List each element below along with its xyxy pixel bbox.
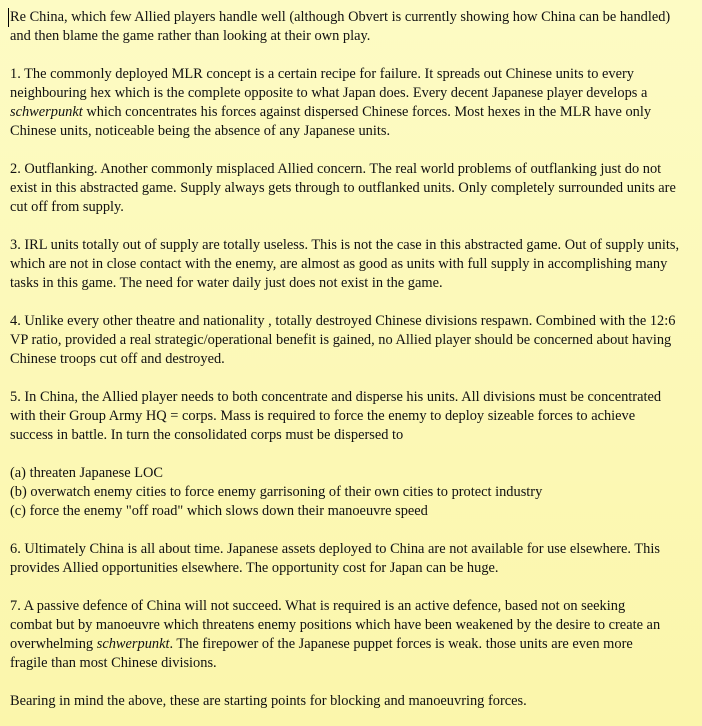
- closing-paragraph: Bearing in mind the above, these are starting points for blocking and manoeuvring forces.: [10, 693, 527, 709]
- text-line: [10, 635, 692, 654]
- intro-paragraph: [10, 8, 692, 46]
- paragraph-gap: [10, 217, 692, 236]
- text-line: VP ratio, provided a real strategic/operational benefit is gained, no Allied player should be concerned about having: [10, 332, 672, 348]
- text-line: 7. A passive defence of China will not succeed. What is required is an active defence, based not on seeking: [10, 598, 626, 614]
- paragraph-gap: [10, 673, 692, 692]
- text-line: success in battle. In turn the consolidated corps must be dispersed to: [10, 427, 404, 443]
- paragraph-gap: [10, 521, 692, 540]
- paragraph-gap: [10, 141, 692, 160]
- paragraph-gap: [10, 46, 692, 65]
- text-line: tasks in this game. The need for water daily just does not exist in the game.: [10, 275, 443, 291]
- sub-list: [10, 464, 692, 521]
- paragraph-gap: [10, 578, 692, 597]
- text-line: cut off from supply.: [10, 199, 124, 215]
- text-line: 6. Ultimately China is all about time. Japanese assets deployed to China are not available for use elsewhere. This: [10, 541, 660, 557]
- point-5-paragraph: [10, 388, 692, 445]
- list-item: (c) force the enemy "off road" which slows down their manoeuvre speed: [10, 503, 428, 519]
- text-line: which are not in close contact with the enemy, are almost as good as units with full supply in accomplishing many: [10, 256, 668, 272]
- text-line: Re China, which few Allied players handle well (although Obvert is currently showing how China can be handled): [10, 9, 671, 25]
- italic-term: schwerpunkt: [96, 636, 170, 652]
- text-line: 5. In China, the Allied player needs to both concentrate and disperse his units. All divisions must be concentrated: [10, 389, 662, 405]
- text-line: neighbouring hex which is the complete opposite to what Japan does. Every decent Japanese player develops a: [10, 85, 648, 101]
- point-3-paragraph: [10, 236, 692, 293]
- text-line: combat but by manoeuvre which threatens enemy positions which have been weakened by the desire to create an: [10, 617, 661, 633]
- text-line: exist in this abstracted game. Supply always gets through to outflanked units. Only completely surrounded units are: [10, 180, 676, 196]
- point-7-paragraph: [10, 597, 692, 673]
- point-2-paragraph: [10, 160, 692, 217]
- text-line: 2. Outflanking. Another commonly misplaced Allied concern. The real world problems of outflanking just do not: [10, 161, 662, 177]
- text-line: 1. The commonly deployed MLR concept is a certain recipe for failure. It spreads out Chinese units to every: [10, 66, 634, 82]
- italic-term: schwerpunkt: [10, 104, 83, 120]
- point-6-paragraph: [10, 540, 692, 578]
- text-cursor: [8, 8, 9, 27]
- text-span: overwhelming: [10, 636, 97, 652]
- text-line: provides Allied opportunities elsewhere. The opportunity cost for Japan can be huge.: [10, 560, 499, 576]
- paragraph-gap: [10, 445, 692, 464]
- text-line: Chinese troops cut off and destroyed.: [10, 351, 225, 367]
- list-item: (a) threaten Japanese LOC: [10, 465, 164, 481]
- list-item: (b) overwatch enemy cities to force enemy garrisoning of their own cities to protect industry: [10, 484, 543, 500]
- text-line: 3. IRL units totally out of supply are totally useless. This is not the case in this abstracted game. Out of supply units,: [10, 237, 680, 253]
- text-line: [10, 103, 692, 122]
- point-1-paragraph: [10, 65, 692, 141]
- text-span: . The firepower of the Japanese puppet forces is weak. those units are even more: [169, 636, 633, 652]
- text-line: with their Group Army HQ = corps. Mass is required to force the enemy to deploy sizeable forces to achieve: [10, 408, 636, 424]
- text-line: and then blame the game rather than looking at their own play.: [10, 28, 371, 44]
- point-4-paragraph: [10, 312, 692, 369]
- text-line: fragile than most Chinese divisions.: [10, 655, 217, 671]
- text-line: Chinese units, noticeable being the absence of any Japanese units.: [10, 123, 391, 139]
- paragraph-gap: [10, 369, 692, 388]
- text-line: 4. Unlike every other theatre and nationality , totally destroyed Chinese divisions respawn. Combined with the 12:6: [10, 313, 676, 329]
- paragraph-gap: [10, 293, 692, 312]
- text-span: which concentrates his forces against dispersed Chinese forces. Most hexes in the MLR have only: [82, 104, 652, 120]
